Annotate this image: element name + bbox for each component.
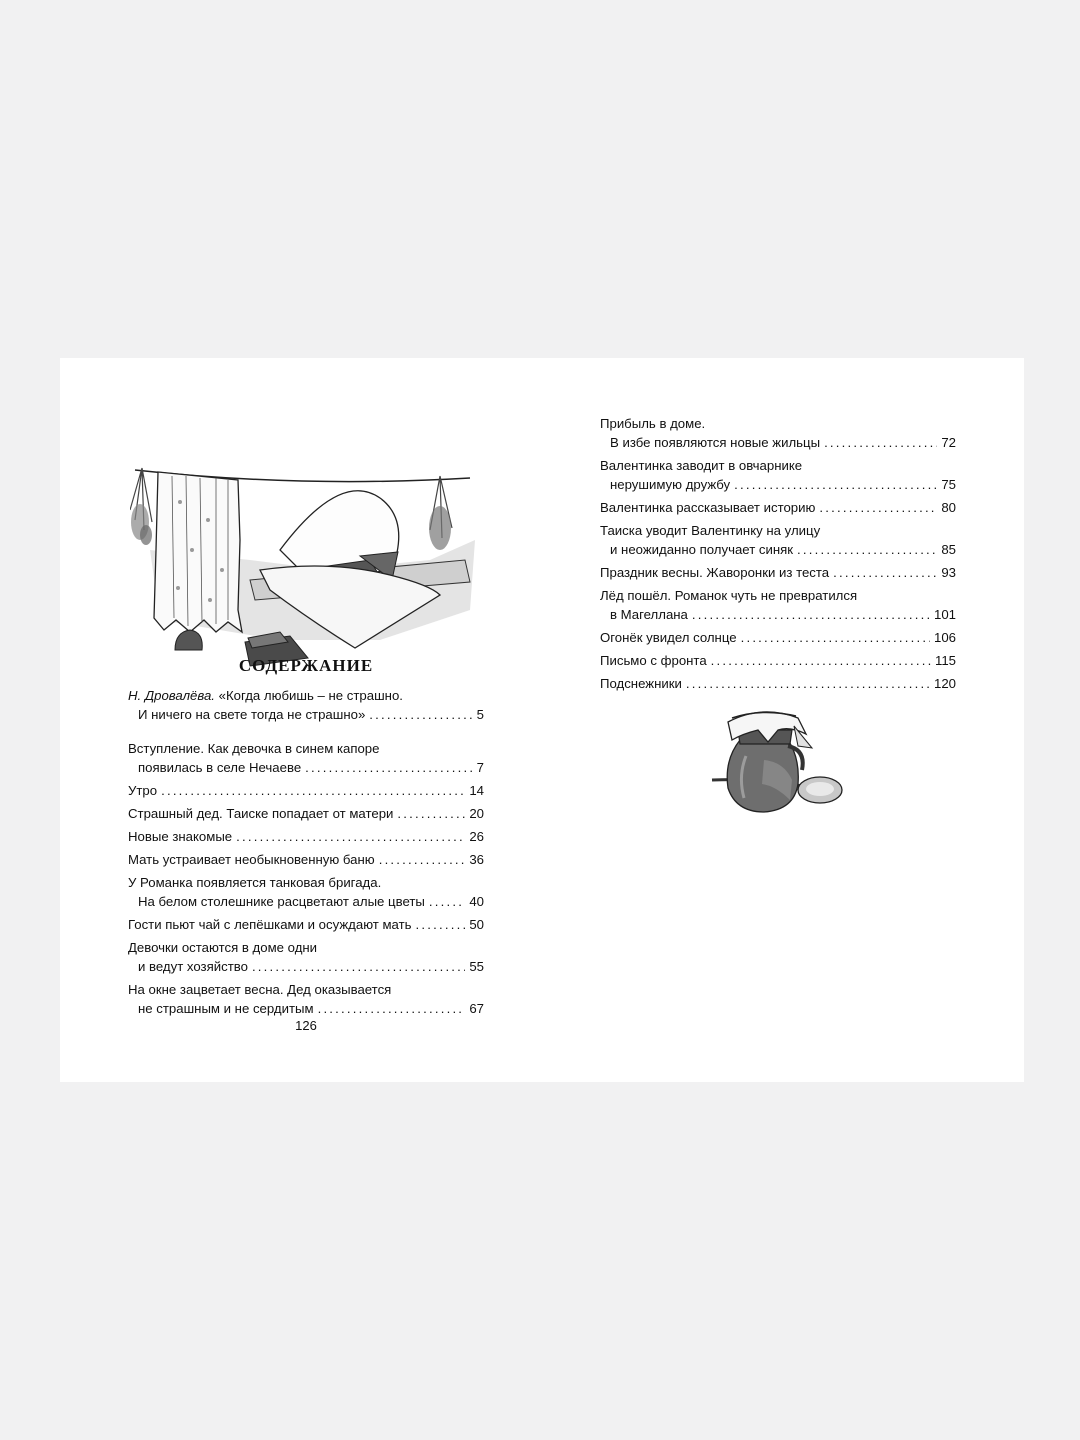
toc-entry: [128, 850, 484, 869]
toc-leader-dots: [318, 999, 466, 1018]
toc-page-number: 85: [941, 542, 956, 557]
toc-entry-text: нерушимую дружбу: [610, 477, 731, 492]
toc-entry: [128, 781, 484, 800]
toc-entry-text: Страшный дед. Таиске попадает от матери: [128, 806, 394, 821]
toc-entry-text: Валентинка рассказывает историю: [600, 500, 816, 515]
clothesline-illustration: [130, 410, 480, 675]
toc-page-number: 14: [469, 783, 484, 798]
toc-entry-text: Девочки остаются в доме одни: [128, 940, 318, 955]
toc-entry-text: Праздник весны. Жаворонки из теста: [600, 565, 830, 580]
toc-leader-dots: [797, 540, 937, 559]
toc-page-number: 40: [469, 894, 484, 909]
toc-page-number: 36: [469, 852, 484, 867]
toc-entry: [600, 586, 956, 624]
toc-entry-text: Письмо с фронта: [600, 653, 707, 668]
page-number: 126: [295, 1018, 317, 1033]
toc-leader-dots: [379, 850, 466, 869]
toc-entry-text: Подснежники: [600, 676, 682, 691]
toc-entry-text: не страшным и не сердитым: [138, 1001, 314, 1016]
clay-pot-illustration: [702, 700, 852, 822]
toc-page-number: 120: [933, 676, 956, 691]
toc-page-number: 26: [469, 829, 484, 844]
toc-page-number: 67: [469, 1001, 484, 1016]
toc-entry-text: «Когда любишь – не страшно.: [218, 688, 403, 703]
toc-leader-dots: [741, 628, 930, 647]
toc-leader-dots: [416, 915, 466, 934]
toc-page-number: 93: [941, 565, 956, 580]
toc-leader-dots: [692, 605, 930, 624]
toc-entry-text: Гости пьют чай с лепёшками и осуждают мать: [128, 917, 412, 932]
toc-entry: [128, 739, 484, 777]
toc-entry: [600, 628, 956, 647]
toc-entry: [600, 521, 956, 559]
toc-page-number: 101: [933, 607, 956, 622]
toc-page-number: 80: [941, 500, 956, 515]
toc-entry-text: Огонёк увидел солнце: [600, 630, 737, 645]
toc-leader-dots: [711, 651, 931, 670]
toc-entry: [600, 563, 956, 582]
toc-entry-text: и ведут хозяйство: [138, 959, 248, 974]
toc-entry: [128, 827, 484, 846]
toc-leader-dots: [252, 957, 465, 976]
toc-leader-dots: [369, 705, 472, 724]
toc-entry-text: В избе появляются новые жильцы: [610, 435, 821, 450]
toc-leader-dots: [824, 433, 937, 452]
toc-entry: [600, 498, 956, 517]
toc-page-number: 106: [933, 630, 956, 645]
toc-entry: [128, 686, 484, 724]
toc-page-number: 50: [469, 917, 484, 932]
toc-leader-dots: [429, 892, 465, 911]
toc-entry-text: Мать устраивает необыкновенную баню: [128, 852, 375, 867]
toc-leader-dots: [161, 781, 465, 800]
toc-entry: [128, 980, 484, 1018]
toc-page-number: 72: [941, 435, 956, 450]
toc-leader-dots: [236, 827, 465, 846]
toc-entry: [600, 456, 956, 494]
toc-entry-text: Вступление. Как девочка в синем капоре: [128, 741, 380, 756]
toc-entry-text: в Магеллана: [610, 607, 688, 622]
toc-entry-text: Таиска уводит Валентинку на улицу: [600, 523, 821, 538]
toc-entry-text: Валентинка заводит в овчарнике: [600, 458, 803, 473]
toc-entry-text: Новые знакомые: [128, 829, 233, 844]
toc-title: СОДЕРЖАНИЕ: [238, 656, 374, 675]
toc-page-number: 55: [469, 959, 484, 974]
toc-entry-text: появилась в селе Нечаеве: [138, 760, 302, 775]
toc-page-number: 7: [476, 760, 484, 775]
left-page: [60, 358, 542, 1082]
toc-page-number: 75: [941, 477, 956, 492]
toc-entry-text: На белом столешнике расцветают алые цветы: [138, 894, 425, 909]
toc-leader-dots: [397, 804, 465, 823]
toc-entry-text: И ничего на свете тогда не страшно»: [138, 707, 366, 722]
toc-entry: [128, 915, 484, 934]
toc-leader-dots: [686, 674, 930, 693]
toc-leader-dots: [734, 475, 937, 494]
toc-entry: [600, 414, 956, 452]
right-page: [542, 358, 1024, 1082]
toc-entry: [128, 873, 484, 911]
book-spread: [60, 358, 1024, 1082]
toc-entry-text: и неожиданно получает синяк: [610, 542, 794, 557]
toc-entry: [128, 938, 484, 976]
toc-page-number: 115: [934, 653, 956, 668]
toc-leader-dots: [833, 563, 937, 582]
toc-leader-dots: [305, 758, 473, 777]
toc-entry-text: Утро: [128, 783, 158, 798]
toc-entry: [600, 651, 956, 670]
toc-entry-text: На окне зацветает весна. Дед оказывается: [128, 982, 392, 997]
toc-entry-text: Лёд пошёл. Романок чуть не превратился: [600, 588, 858, 603]
toc-left-column: [128, 686, 484, 1022]
toc-right-column: [600, 414, 956, 697]
toc-entry: [128, 804, 484, 823]
toc-entry-text: Прибыль в доме.: [600, 416, 706, 431]
toc-entry: [600, 674, 956, 693]
toc-page-number: 20: [469, 806, 484, 821]
toc-page-number: 5: [476, 707, 484, 722]
toc-leader-dots: [819, 498, 937, 517]
toc-author: Н. Дровалёва.: [128, 688, 215, 703]
toc-entry-text: У Романка появляется танковая бригада.: [128, 875, 382, 890]
